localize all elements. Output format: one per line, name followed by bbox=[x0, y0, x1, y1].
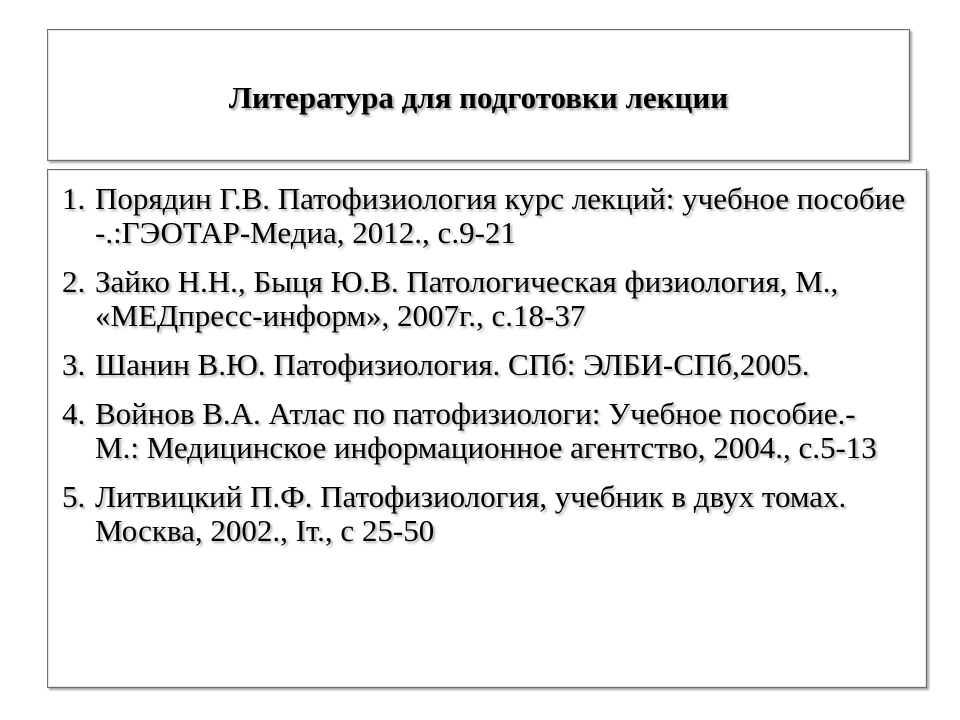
title-box bbox=[47, 29, 910, 161]
slide-title: Литература для подготовки лекции bbox=[228, 80, 729, 115]
reference-item bbox=[62, 480, 926, 548]
reference-number: 3. bbox=[62, 347, 86, 382]
reference-item bbox=[62, 182, 926, 250]
reference-item bbox=[62, 265, 926, 333]
reference-text: Литвицкий П.Ф. Патофизиология, учебник в двух томах. Москва, 2002., Iт., с 25-50 bbox=[95, 479, 847, 548]
reference-item bbox=[62, 348, 926, 382]
reference-text: Шанин В.Ю. Патофизиология. СПб: ЭЛБИ-СПб,2005. bbox=[95, 347, 810, 382]
reference-number: 2. bbox=[62, 264, 86, 299]
reference-number: 1. bbox=[62, 181, 86, 216]
reference-text: Войнов В.А. Атлас по патофизиологи: Учебное пособие.- М.: Медицинское информационное агентство, 2004., с.5-13 bbox=[95, 396, 877, 465]
reference-text: Порядин Г.В. Патофизиология курс лекций: учебное пособие -.:ГЭОТАР-Медиа, 2012., с.9-21 bbox=[95, 181, 905, 250]
reference-text: Зайко Н.Н., Быця Ю.В. Патологическая физиология, М., «МЕДпресс-информ», 2007г., с.18-37 bbox=[95, 264, 839, 333]
reference-item bbox=[62, 397, 926, 465]
content-box bbox=[47, 169, 927, 688]
reference-number: 4. bbox=[62, 396, 86, 431]
reference-list bbox=[48, 170, 926, 548]
reference-number: 5. bbox=[62, 479, 86, 514]
